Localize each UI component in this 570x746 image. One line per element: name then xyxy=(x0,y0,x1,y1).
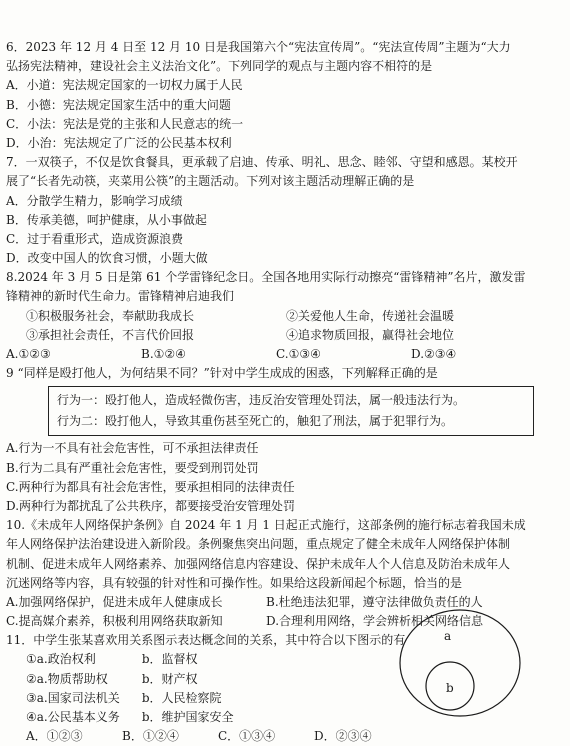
q6-option-c[interactable]: C．小法：宪法是党的主张和人民意志的统一 xyxy=(6,116,244,131)
question-8 xyxy=(6,268,558,364)
q10-option-c[interactable]: C.提高媒介素养，积极利用网络获取新知 xyxy=(6,614,223,629)
q8-stem-line-2: 锋精神的新时代生命力。雷锋精神启迪我们 xyxy=(6,289,235,304)
q8-stem-line-1: 8.2024 年 3 月 5 日是第 61 个学雷锋纪念日。全国各地用实际行动擦亮“雷锋精神”名片，激发雷 xyxy=(6,270,526,285)
q8-option-c[interactable]: C.①③④ xyxy=(276,347,321,361)
q11-pair-1-b: b．监督权 xyxy=(141,652,198,667)
venn-label-b: b xyxy=(446,681,454,695)
q11-pair-3-a: ③a.国家司法机关 xyxy=(26,690,120,705)
q10-option-a[interactable]: A.加强网络保护，促进未成年人健康成长 xyxy=(6,594,223,609)
q7-option-b[interactable]: B．传承美德，呵护健康，从小事做起 xyxy=(6,212,207,227)
q11-pair-4-a: ④a.公民基本义务 xyxy=(26,710,120,724)
q11-pair-3-b: b．人民检察院 xyxy=(141,690,222,705)
q7-option-a[interactable]: A．分散学生精力，影响学习成绩 xyxy=(6,193,183,208)
q9-behavior-2: 行为二：殴打他人，导致其重伤甚至死亡的，触犯了刑法，属于犯罪行为。 xyxy=(57,414,454,429)
q8-statement-4: ④追求物质回报，赢得社会地位 xyxy=(286,327,455,342)
q11-inclusion-diagram xyxy=(398,608,522,718)
q8-statements-row-2 xyxy=(6,326,558,345)
q11-option-a[interactable]: A．①②③ xyxy=(26,729,83,744)
q11-options xyxy=(6,727,558,746)
q7-option-c[interactable]: C．过于看重形式，造成资源浪费 xyxy=(6,231,184,246)
q11-stem: 11．中学生张某喜欢用关系图示表达概念间的关系，其中符合以下图示的有 xyxy=(6,633,406,648)
q8-option-d[interactable]: D.②③④ xyxy=(411,347,457,361)
q10-stem-line-3: 机制、促进未成年人网络素养、加强网络信息内容建设、保护未成年人个人信息及防治未成年人 xyxy=(6,556,511,571)
question-7 xyxy=(6,153,558,268)
q11-pair-2-a: ②a.物质帮助权 xyxy=(26,671,108,686)
q11-option-d[interactable]: D．②③④ xyxy=(314,729,372,744)
q6-option-b[interactable]: B．小德：宪法规定国家生活中的重大问题 xyxy=(6,97,231,112)
q9-stem: 9 “同样是殴打他人，为何结果不同？”针对中学生成成的困惑，下列解释正确的是 xyxy=(6,366,438,381)
q8-options xyxy=(6,345,558,364)
q11-pair-4-b: b．维护国家安全 xyxy=(141,710,234,724)
q10-option-d[interactable]: D.合理利用网络，学会辨析相关网络信息 xyxy=(266,614,484,629)
q8-statement-3: ③承担社会责任，不言代价回报 xyxy=(26,327,195,342)
q10-stem-line-1: 10.《未成年人网络保护条例》自 2024 年 1 月 1 日起正式施行，这部条例的施行标志着我国未成 xyxy=(6,518,526,533)
q8-option-b[interactable]: B.①②④ xyxy=(141,347,186,361)
q10-option-b[interactable]: B.杜绝违法犯罪，遵守法律做负责任的人 xyxy=(266,594,483,609)
q11-option-c[interactable]: C．①③④ xyxy=(218,729,276,744)
q8-statement-1: ①积极服务社会，奉献助我成长 xyxy=(26,308,195,323)
q10-stem-line-4: 沉迷网络等内容，具有较强的针对性和可操作性。如果给这段新闻起个标题，恰当的是 xyxy=(6,575,463,590)
q8-option-a[interactable]: A.①②③ xyxy=(6,347,51,361)
q7-stem-line-1: 7．一双筷子，不仅是饮食餐具，更承载了启迪、传承、明礼、思念、睦邻、守望和感恩。某校开 xyxy=(6,155,518,170)
q9-option-b[interactable]: B.行为二具有严重社会危害性，要受到刑罚处罚 xyxy=(6,460,259,475)
question-6 xyxy=(6,38,558,153)
q6-stem-line-2: 弘扬宪法精神，建设社会主义法治文化”。下列同学的观点与主题内容不相符的是 xyxy=(6,59,433,74)
question-9 xyxy=(6,364,558,516)
q11-pair-1-a: ①a.政治权利 xyxy=(26,652,96,667)
q7-option-d[interactable]: D．改变中国人的饮食习惯，小题大做 xyxy=(6,251,208,266)
q11-pair-2-b: b．财产权 xyxy=(141,671,198,686)
q9-option-a[interactable]: A.行为一不具有社会危害性，可不承担法律责任 xyxy=(6,441,259,456)
q8-statements-row-1 xyxy=(6,307,558,326)
q6-stem-line-1: 6．2023 年 12 月 4 日至 12 月 10 日是我国第六个“宪法宣传周”。“宪法宣传周”主题为“大力 xyxy=(6,40,511,54)
q10-stem-line-2: 年人网络保护法治建设进入新阶段。条例聚焦突出问题，重点规定了健全未成年人网络保护体制 xyxy=(6,537,511,552)
q6-option-d[interactable]: D．小治：宪法规定了广泛的公民基本权利 xyxy=(6,135,232,150)
q9-option-d[interactable]: D.两种行为都扰乱了公共秩序，都要接受治安管理处罚 xyxy=(6,498,296,513)
q8-statement-2: ②关爱他人生命，传递社会温暖 xyxy=(286,308,455,323)
q9-behavior-1: 行为一：殴打他人，造成轻微伤害，违反治安管理处罚法，属一般违法行为。 xyxy=(57,393,466,408)
q9-option-c[interactable]: C.两种行为都具有社会危害性，要承担相同的法律责任 xyxy=(6,479,295,494)
q11-option-b[interactable]: B．①②④ xyxy=(122,729,179,744)
q9-material-box xyxy=(48,386,534,436)
q7-stem-line-2: 展了“长者先动筷，夹菜用公筷”的主题活动。下列对该主题活动理解正确的是 xyxy=(6,174,415,189)
q6-option-a[interactable]: A．小道：宪法规定国家的一切权力属于人民 xyxy=(6,78,243,93)
outer-circle-a xyxy=(400,610,520,716)
venn-label-a: a xyxy=(444,629,452,643)
